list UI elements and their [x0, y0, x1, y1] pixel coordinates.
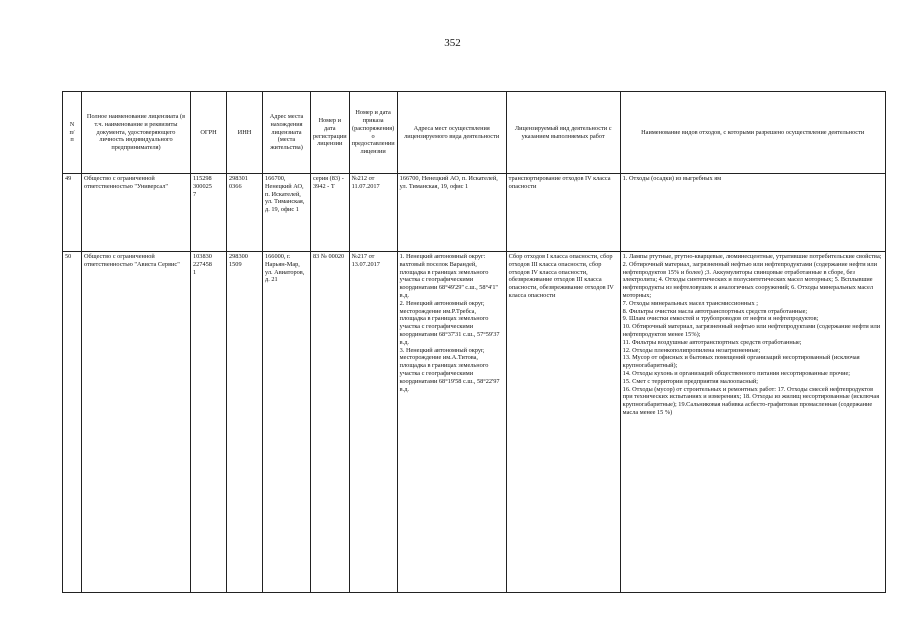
table-row [63, 174, 886, 252]
license-registry-table [62, 91, 886, 593]
table-row [63, 252, 886, 593]
cell-ogrn: 103830 227458 1 [191, 252, 227, 593]
cell-address: 166700, Ненецкий АО, п. Искателей, ул. Тиманская, д. 19, офис 1 [263, 174, 311, 252]
cell-waste-types: 1. Лампы ртутные, ртутно-кварцевые, люминесцентные, утратившие потребительские свойства; 2. Обтирочный материал, загрязненный нефтью или нефтепродуктами (содержание нефти или нефтепродуктов 15% и более) ;3. Аккумуляторы свинцовые отработанные в сборе, без электролита; 4. Отходы синтетических и полусинтетических масел моторных; 5. Всплывшие нефтепродукты из нефтеловушек и аналогичных сооружений; 6. Отходы минеральных масел моторных; 7. Отходы минеральных масел трансмиссионных ; 8. Фильтры очистки масла автотранспортных средств отработанные; 9. Шлам очистки емкостей и трубопроводов от нефти и нефтепродуктов; 10. Обтирочный материал, загрязненный нефтью или нефтепродуктами (содержание нефти или нефтепродуктов менее 15%); 11. Фильтры воздушные автотранспортных средств отработанные; 12. Отходы пленкополипропилена незагрязненные; 13. Мусор от офисных и бытовых помещений организаций несортированный (исключая крупногабаритный); 14. Отходы кухонь и организаций общественного питания несортированные прочие; 15. Смет с территории предприятия малоопасный; 16. Отходы (мусор) от строительных и ремонтных работ: 17. Отходы смесей нефтепродуктов при технических испытаниях и измерениях; 18. Отходы из жилищ несортированные (исключая крупногабаритные); 19.Сальниковая набивка асбесто-графитовая промасленная (содержание масла менее 15 %) [620, 252, 885, 593]
header-registration: Номер и дата регистрации лицензии [311, 92, 350, 174]
cell-licensee: Общество с ограниченной ответственностью "Ависта Сервис" [82, 252, 191, 593]
header-licensee-name: Полное наименование лицензиата (в т.ч. наименование и реквизиты документа, удостоверяющего личность индивидуального предпринимателя) [82, 92, 191, 174]
cell-registration: 83 № 00020 [311, 252, 350, 593]
header-activity-addresses: Адреса мест осуществления лицензируемого вида деятельности [397, 92, 506, 174]
header-activity: Лицензируемый вид деятельности с указанием выполняемых работ [506, 92, 620, 174]
cell-licensee: Общество с ограниченной ответственностью "Универсал" [82, 174, 191, 252]
header-order: Номер и дата приказа (распоряжения) о предоставлении лицензии [349, 92, 397, 174]
header-waste-types: Наименование видов отходов, с которыми разрешено осуществление деятельности [620, 92, 885, 174]
cell-waste-types: 1. Отходы (осадки) из выгребных ям [620, 174, 885, 252]
cell-inn: 298300 1509 [227, 252, 263, 593]
cell-activity: Сбор отходов I класса опасности, сбор отходов III класса опасности, сбор отходов IV класса опасности, обезвреживание отходов III класса опасности, обезвреживание отходов IV класса опасности [506, 252, 620, 593]
cell-order: №217 от 13.07.2017 [349, 252, 397, 593]
cell-number: 49 [63, 174, 82, 252]
header-number: N п/ п [63, 92, 82, 174]
header-ogrn: ОГРН [191, 92, 227, 174]
header-inn: ИНН [227, 92, 263, 174]
cell-ogrn: 115298 300025 7 [191, 174, 227, 252]
page-number: 352 [444, 37, 461, 49]
cell-activity-addresses: 166700, Ненецкий АО, п. Искателей, ул. Тиманская, 19, офис 1 [397, 174, 506, 252]
cell-inn: 298301 0366 [227, 174, 263, 252]
cell-number: 50 [63, 252, 82, 593]
cell-activity: транспортирование отходов IV класса опасности [506, 174, 620, 252]
cell-activity-addresses: 1. Ненецкий автономный округ: вахтовый поселок Варандей, площадка в границах земельного участка с географическими координатами 68°49'29'' с.ш., 58°4'1'' в.д. 2. Ненецкий автономный округ, месторождение им.Р.Требса, площадка в границах земельного участка с географическими координатами 68°37'31 с.ш., 57°59'37 в.д. 3. Ненецкий автономный округ, месторождение им.А.Титова, площадка в границах земельного участка с географическими координатами 68°19'58 с.ш., 58°22'97 в.д. [397, 252, 506, 593]
cell-registration: серия (83) - 3942 - Т [311, 174, 350, 252]
cell-order: №212 от 11.07.2017 [349, 174, 397, 252]
table-header-row [63, 92, 886, 174]
header-address: Адрес места нахождения лицензиата (места жительства) [263, 92, 311, 174]
cell-address: 166000, г. Нарьян-Мар, ул. Авиаторов, д. 21 [263, 252, 311, 593]
